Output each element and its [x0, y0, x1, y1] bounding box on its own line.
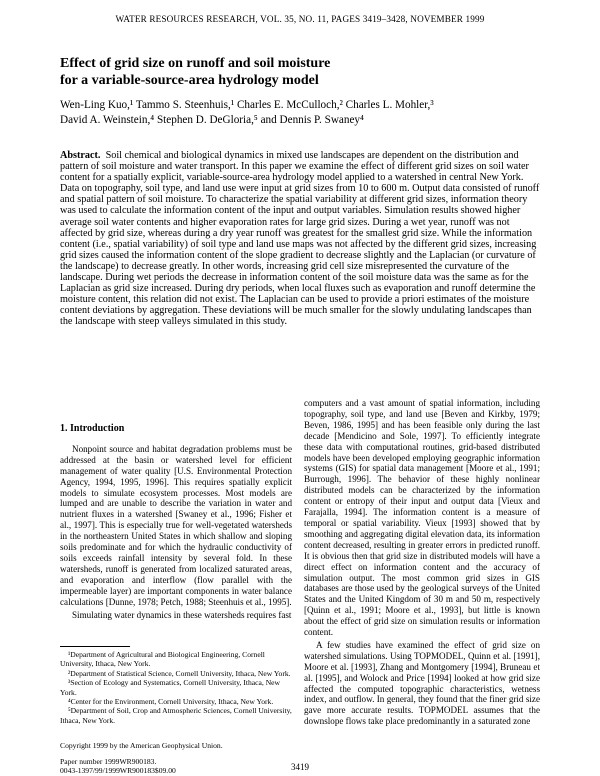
title-line-2: for a variable-source-area hydrology model: [60, 72, 319, 88]
footnote: ³Section of Ecology and Systematics, Cornell University, Ithaca, New York.: [60, 678, 281, 697]
footnote: ²Department of Statistical Science, Cornell University, Ithaca, New York.: [68, 668, 291, 678]
footnote: ⁵Department of Soil, Crop and Atmospheric Sciences, Cornell University, Ithaca, New York.: [60, 706, 292, 725]
left-column: [60, 424, 292, 622]
footnote-divider: [60, 646, 130, 647]
copyright-notice: Copyright 1999 by the American Geophysical Union.: [60, 741, 223, 750]
abstract-label: Abstract.: [60, 150, 101, 161]
footnote: ⁴Center for the Environment, Cornell University, Ithaca, New York.: [68, 697, 274, 707]
running-header: WATER RESOURCES RESEARCH, VOL. 35, NO. 11, PAGES 3419–3428, NOVEMBER 1999: [115, 14, 485, 24]
issn-code: 0043-1397/99/1999WR900183$09.00: [60, 766, 176, 775]
intro-paragraph-2: Simulating water dynamics in these watersheds requires fast: [72, 609, 292, 620]
section-heading: 1. Introduction: [60, 423, 125, 434]
abstract-text: Soil chemical and biological dynamics in mixed use landscapes are dependent on the distribution and pattern of soil moisture and water transport. In this paper we examine the effect of different grid sizes on soil water content for a spatially explicit, variable-source-area hydrology model applied to a watershed in central New York. Data on topography, soil type, and land use were input at grid sizes from 10 to 600 m. Output data consisted of runoff and spatial pattern of soil moisture. To characterize the spatial variability at different grid sizes, information theory was used to calculate the information content of the input and output variables. Simulation results showed higher average soil water contents and higher evaporation rates for large grid sizes. During a wet year, runoff was not affected by grid size, whereas during a dry year runoff was greatest for the smallest grid size. While the information content (i.e., spatial variability) of soil type and land use maps was not affected by the different grid sizes, increasing grid sizes caused the information content of the slope gradient to decrease slightly and the Laplacian (or curvature of the landscape) to decrease greatly. In other words, increasing grid cell size misrepresented the curvature of the landscape. During wet periods the decrease in information content of the soil moisture data was the same as for the Laplacian as grid size increased. During dry periods, when local fluxes such as evaporation and runoff determine the moisture content, this relation did not exist. The Laplacian can be used to provide a priori estimates of the moisture content deviations by aggregation. These deviations will be much smaller for the slowly undulating landscapes than the landscape with steep valleys simulated in this study.: [60, 150, 540, 328]
page-number: 3419: [291, 762, 309, 772]
intro-paragraph-1: Nonpoint source and habitat degradation problems must be addressed at the basin or watershed level for efficient management of water quality [U.S. Environmental Protection Agency, 1994, 1995, 1996]. This requires spatially explicit models to simulate ecosystem processes. Most models are lumped and are unable to describe the variation in water and nutrient fluxes in a watershed [Swaney et al., 1996; Fisher et al., 1997]. This is especially true for well-vegetated watersheds in the northeastern United States in which shallow and sloping soils predominate and for which the hydraulic conductivity of soils exceeds rainfall intensity by several fold. In these watersheds, runoff is generated from localized saturated areas, and evaporation and interflow (flow parallel with the impermeable layer) are important components in water balance calculations [Dunne, 1978; Petch, 1988; Steenhuis et al., 1995].: [60, 443, 292, 607]
intro-paragraph-3: A few studies have examined the effect of grid size on watershed simulations. Using TOPMODEL, Quinn et al. [1991], Moore et al. [1993], Zhang and Montgomery [1994], Bruneau et al. [1995], and Wolock and Price [1994] looked at how grid size affected the computed topographic characteristics, wetness index, and outflow. In general, they found that the finer grid size gave more accurate results. TOPMODEL assumes that the downslope flows take place predominantly in a saturated zone: [304, 639, 540, 727]
footnote: ¹Department of Agricultural and Biological Engineering, Cornell University, Ithaca, New York.: [60, 650, 265, 669]
paper-title: [60, 56, 540, 89]
paper-number: Paper number 1999WR900183.: [60, 757, 157, 766]
author-list: [60, 98, 540, 127]
right-column: [304, 398, 540, 729]
title-line-1: Effect of grid size on runoff and soil moisture: [60, 56, 331, 71]
affiliation-footnotes: [60, 650, 292, 725]
intro-paragraph-continued: computers and a vast amount of spatial information, including topography, soil type, and land use [Beven and Kirkby, 1979; Beven, 1986, 1995] and has been feasible only during the last decade [Mendicino and Sole, 1997]. To efficiently integrate these data with computational routines, grid-based distributed models have been developed employing geographic information systems (GIS) for spatial data management [Moore et al., 1991; Burrough, 1996]. The behavior of these highly nonlinear distributed models can be characterized by the information content or entropy of their input and output data [Vieux and Farajalla, 1994]. The information content is a measure of temporal or spatial variability. Vieux [1993] showed that by smoothing and aggregating digital elevation data, its information content decreased, resulting in greater errors in predicted runoff. It is obvious then that grid size in distributed models will have a direct effect on information content and the accuracy of simulation output. The most common grid sizes in GIS databases are those used by the geological surveys of the United States and the United Kingdom of 30 m and 50 m, respectively [Quinn et al., 1991; Moore et al., 1993], but little is known about the effect of grid size on simulation results or information content.: [304, 398, 540, 638]
abstract: [60, 150, 540, 328]
authors-line-2: David A. Weinstein,⁴ Stephen D. DeGloria,⁵ and Dennis P. Swaney⁴: [60, 113, 364, 126]
authors-line-1: Wen-Ling Kuo,¹ Tammo S. Steenhuis,¹ Charles E. McCulloch,² Charles L. Mohler,³: [60, 99, 434, 111]
